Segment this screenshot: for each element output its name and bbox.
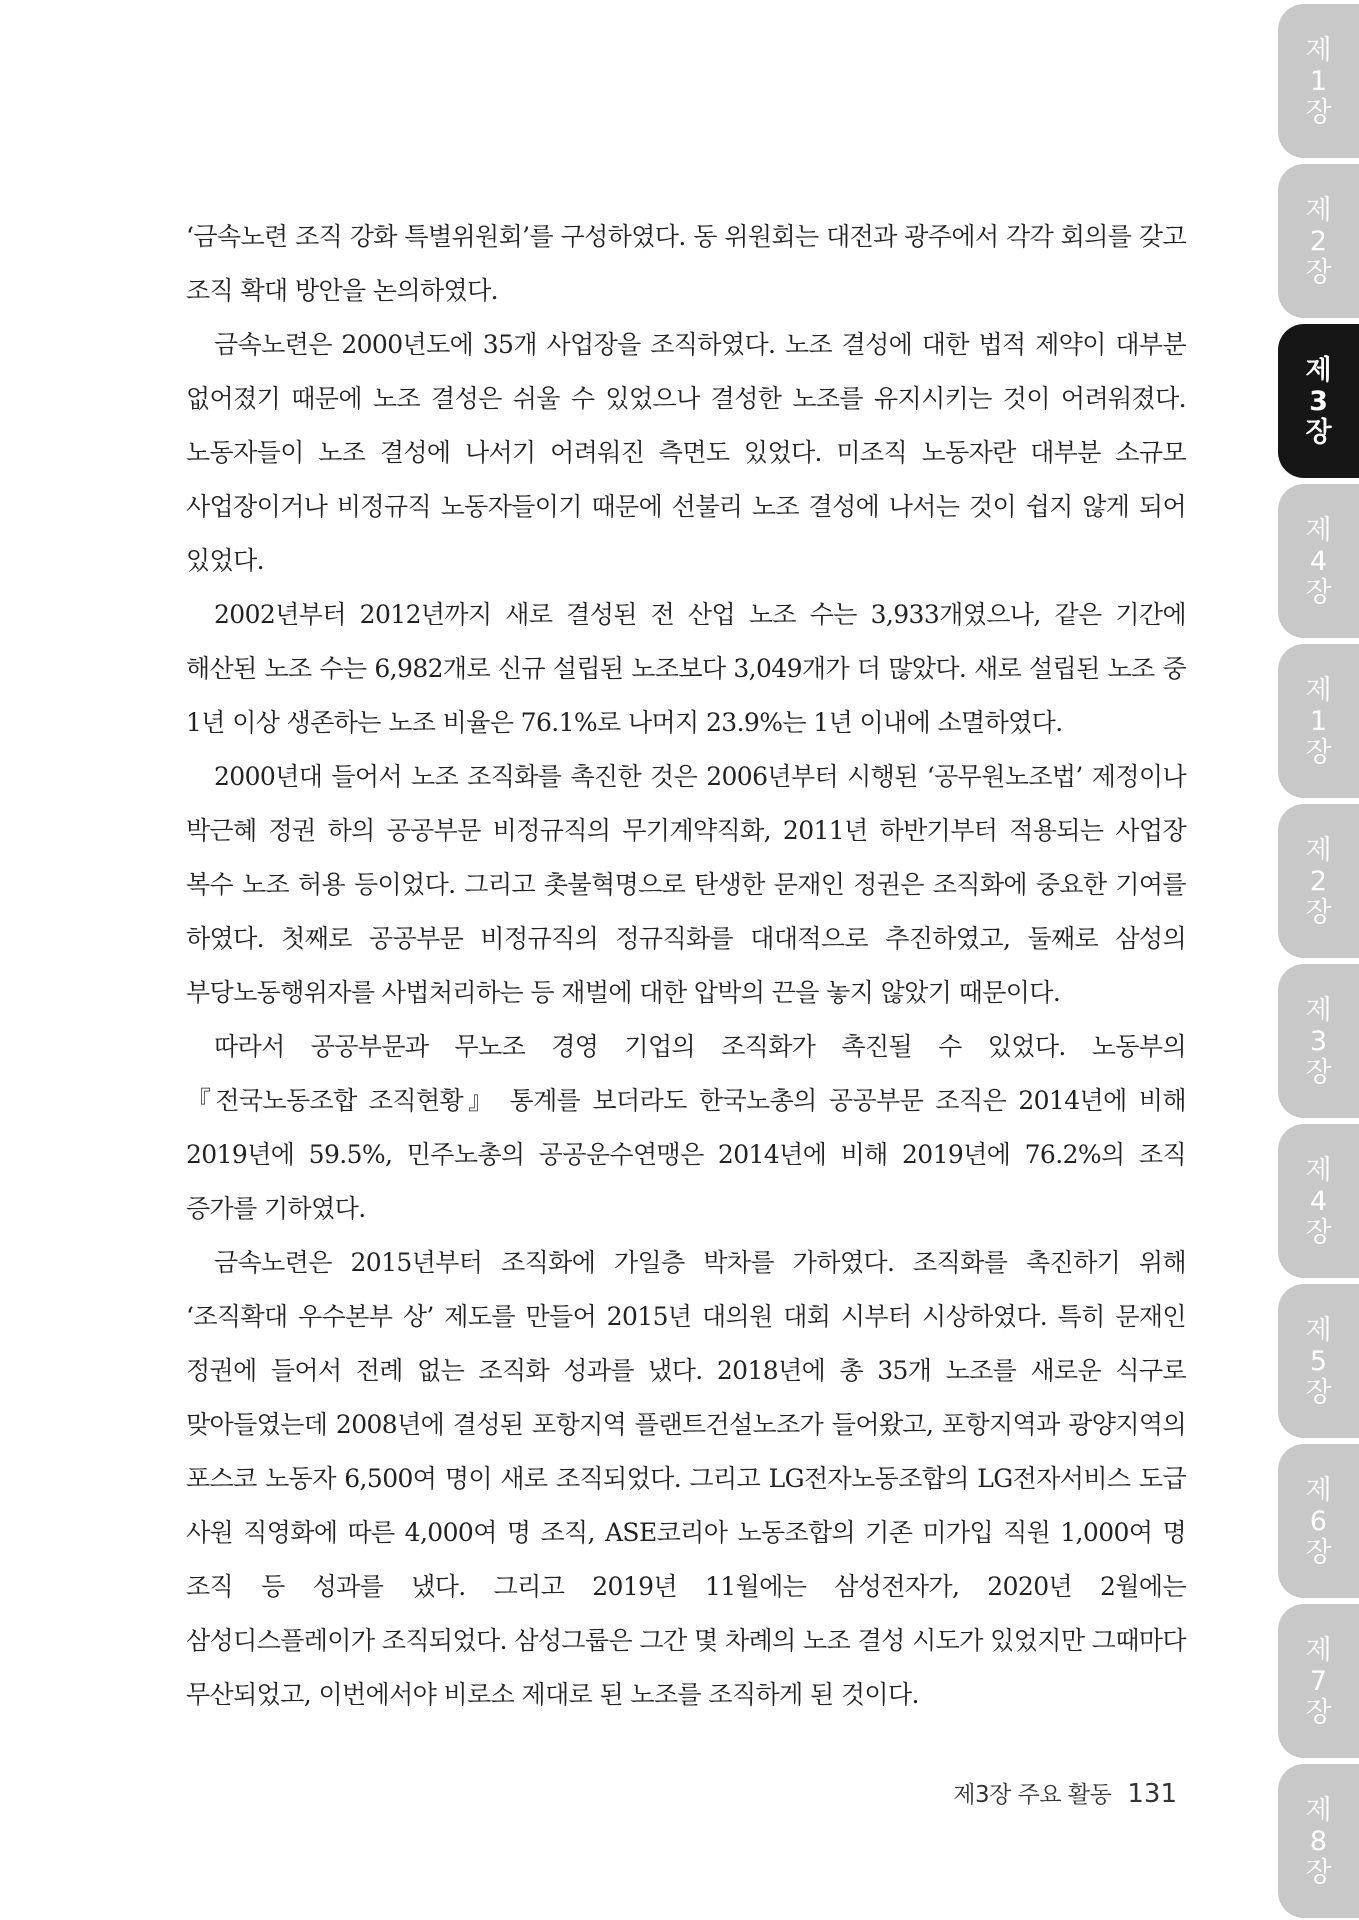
chapter-tab-label: 제2장: [1305, 834, 1332, 928]
paragraph-1: ‘금속노련 조직 강화 특별위원회’를 구성하였다. 동 위원회는 대전과 광주에서 각각 회의를 갖고 조직 확대 방안을 논의하였다.: [186, 222, 1186, 305]
chapter-tab-2[interactable]: [1278, 164, 1359, 318]
chapter-tab-10[interactable]: [1278, 1444, 1359, 1598]
page-footer: [953, 1776, 1177, 1809]
chapter-tab-label: 제4장: [1305, 1154, 1332, 1248]
chapter-tabs: [1278, 0, 1359, 1920]
chapter-tab-label: 제6장: [1305, 1474, 1332, 1568]
chapter-tab-label: 제3장: [1305, 354, 1332, 448]
chapter-tab-9[interactable]: [1278, 1284, 1359, 1438]
paragraph-3: 2002년부터 2012년까지 새로 결성된 전 산업 노조 수는 3,933개였으나, 같은 기간에 해산된 노조 수는 6,982개로 신규 설립된 노조보다 3,049개가 더 많았다. 새로 설립된 노조 중 1년 이상 생존하는 노조 비율은 76.1%로 나머지 23.9%는 1년 이내에 소멸하였다.: [186, 600, 1186, 737]
running-footer-chapter: 제3장 주요 활동: [953, 1782, 1112, 1808]
chapter-tab-label: 제7장: [1305, 1634, 1332, 1728]
chapter-tab-label: 제1장: [1305, 34, 1332, 128]
chapter-tab-4[interactable]: [1278, 484, 1359, 638]
chapter-tab-1[interactable]: [1278, 4, 1359, 158]
chapter-tab-label: 제2장: [1305, 194, 1332, 288]
page-number: 131: [1127, 1779, 1177, 1809]
chapter-tab-8[interactable]: [1278, 1124, 1359, 1278]
chapter-tab-12[interactable]: [1278, 1764, 1359, 1918]
chapter-tab-label: 제3장: [1305, 994, 1332, 1088]
chapter-tab-3-active[interactable]: [1278, 324, 1359, 478]
page-body: [186, 210, 1186, 1722]
chapter-tab-label: 제5장: [1305, 1314, 1332, 1408]
chapter-tab-11[interactable]: [1278, 1604, 1359, 1758]
chapter-tab-label: 제8장: [1305, 1794, 1332, 1888]
chapter-tab-6[interactable]: [1278, 804, 1359, 958]
paragraph-2: 금속노련은 2000년도에 35개 사업장을 조직하였다. 노조 결성에 대한 법적 제약이 대부분 없어졌기 때문에 노조 결성은 쉬울 수 있었으나 결성한 노조를 유지시키는 것이 어려워졌다. 노동자들이 노조 결성에 나서기 어려워진 측면도 있었다. 미조직 노동자란 대부분 소규모 사업장이거나 비정규직 노동자들이기 때문에 선불리 노조 결성에 나서는 것이 쉽지 않게 되어 있었다.: [186, 330, 1186, 575]
chapter-tab-5[interactable]: [1278, 644, 1359, 798]
paragraph-4: 2000년대 들어서 노조 조직화를 촉진한 것은 2006년부터 시행된 ‘공무원노조법’ 제정이나 박근혜 정권 하의 공공부문 비정규직의 무기계약직화, 2011년 하반기부터 적용되는 사업장 복수 노조 허용 등이었다. 그리고 촛불혁명으로 탄생한 문재인 정권은 조직화에 중요한 기여를 하였다. 첫째로 공공부문 비정규직의 정규직화를 대대적으로 추진하였고, 둘째로 삼성의 부당노동행위자를 사법처리하는 등 재벌에 대한 압박의 끈을 놓지 않았기 때문이다.: [186, 762, 1186, 1007]
chapter-tab-7[interactable]: [1278, 964, 1359, 1118]
paragraph-5: 따라서 공공부문과 무노조 경영 기업의 조직화가 촉진될 수 있었다. 노동부의 『전국노동조합 조직현황』 통계를 보더라도 한국노총의 공공부문 조직은 2014년에 비해 2019년에 59.5%, 민주노총의 공공운수연맹은 2014년에 비해 2019년에 76.2%의 조직 증가를 기하였다.: [186, 1032, 1186, 1223]
paragraph-6: 금속노련은 2015년부터 조직화에 가일층 박차를 가하였다. 조직화를 촉진하기 위해 ‘조직확대 우수본부 상’ 제도를 만들어 2015년 대의원 대회 시부터 시상하였다. 특히 문재인 정권에 들어서 전례 없는 조직화 성과를 냈다. 2018년에 총 35개 노조를 새로운 식구로 맞아들였는데 2008년에 결성된 포항지역 플랜트건설노조가 들어왔고, 포항지역과 광양지역의 포스코 노동자 6,500여 명이 새로 조직되었다. 그리고 LG전자노동조합의 LG전자서비스 도급 사원 직영화에 따른 4,000여 명 조직, ASE코리아 노동조합의 기존 미가입 직원 1,000여 명 조직 등 성과를 냈다. 그리고 2019년 11월에는 삼성전자가, 2020년 2월에는 삼성디스플레이가 조직되었다. 삼성그룹은 그간 몇 차례의 노조 결성 시도가 있었지만 그때마다 무산되었고, 이번에서야 비로소 제대로 된 노조를 조직하게 된 것이다.: [186, 1248, 1186, 1709]
chapter-tab-label: 제4장: [1305, 514, 1332, 608]
chapter-tab-label: 제1장: [1305, 674, 1332, 768]
